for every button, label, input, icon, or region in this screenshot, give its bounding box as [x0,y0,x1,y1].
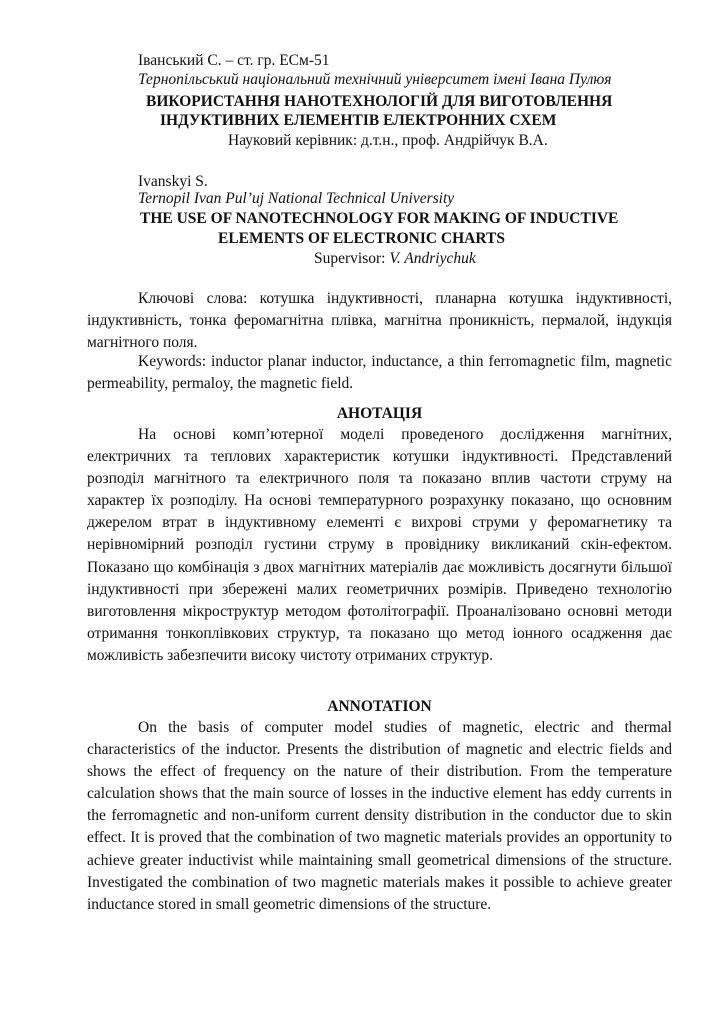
ua-title-line1: ВИКОРИСТАННЯ НАНОТЕХНОЛОГІЙ ДЛЯ ВИГОТОВЛЕННЯ [146,93,613,110]
en-university: Ternopil Ivan Pul’uj National Technical University [138,190,455,207]
en-title-line2: ELEMENTS OF ELECTRONIC CHARTS [218,230,505,247]
ua-supervisor: Науковий керівник: д.т.н., проф. Андрійчук В.А. [228,132,548,149]
ua-author: Іванський С. – ст. гр. ЕСм-51 [138,52,330,69]
en-supervisor-name: V. Andriychuk [389,250,476,267]
keywords-en: Keywords: inductor planar inductor, inductance, a thin ferromagnetic film, magnetic permeability, permaloy, the magnetic field. [87,353,672,393]
en-title-line1: THE USE OF NANOTECHNOLOGY FOR MAKING OF INDUCTIVE [140,210,619,227]
en-supervisor-label: Supervisor: [314,250,390,267]
en-supervisor [314,250,476,268]
keywords-ua: Ключові слова: котушка індуктивності, планарна котушка індуктивності, індуктивність, тонка феромагнітна плівка, магнітна проникність, пермалой, індукція магнітного поля. [87,290,672,352]
abstract-en-text: On the basis of computer model studies of magnetic, electric and thermal characteristics of the inductor. Presents the distribution of magnetic and electric fields and shows the effect of frequency on the nature of their distribution. From the temperature calculation shows that the main source of losses in the inductive element has eddy currents in the ferromagnetic and non-uniform current density distribution in the conductor due to skin effect. It is proved that the combination of two magnetic materials provides an opportunity to achieve greater inductivist while maintaining small geometrical dimensions of the structure. Investigated the combination of two magnetic materials makes it possible to achieve greater inductance stored in small geometric dimensions of the structure. [87,719,672,913]
abstract-ua-heading: АНОТАЦІЯ [336,405,423,422]
ua-title-line2: ІНДУКТИВНИХ ЕЛЕМЕНТІВ ЕЛЕКТРОННИХ СХЕМ [160,112,557,129]
en-author: Ivanskyi S. [138,173,208,190]
abstract-ua-text: На основі комп’ютерної моделі проведеного дослідження магнітних, електричних та теплових характеристик котушки індуктивності. Представлений розподіл магнітного та електричного поля та показано вплив частоти струму на характер їх розподілу. На основі температурного розрахунку показано, що основним джерелом втрат в індуктивному елементі є вихрові струми у феромагнетику та нерівномірний розподіл густини струму в провіднику викликаний скін-ефектом. Показано що комбінація з двох магнітних матеріалів дає можливість досягнути більшої індуктивності при збережені малих геометричних розмірів. Приведено технологію виготовлення мікроструктур методом фотолітографії. Проаналізовано основні методи отримання тонкоплівкових структур, та показано що метод іонного осадження дає можливість забезпечити високу чистоту отриманих структур. [87,426,672,664]
ua-university: Тернопільський національний технічний університет імені Івана Пулюя [138,71,612,88]
abstract-en-heading: ANNOTATION [327,698,432,715]
